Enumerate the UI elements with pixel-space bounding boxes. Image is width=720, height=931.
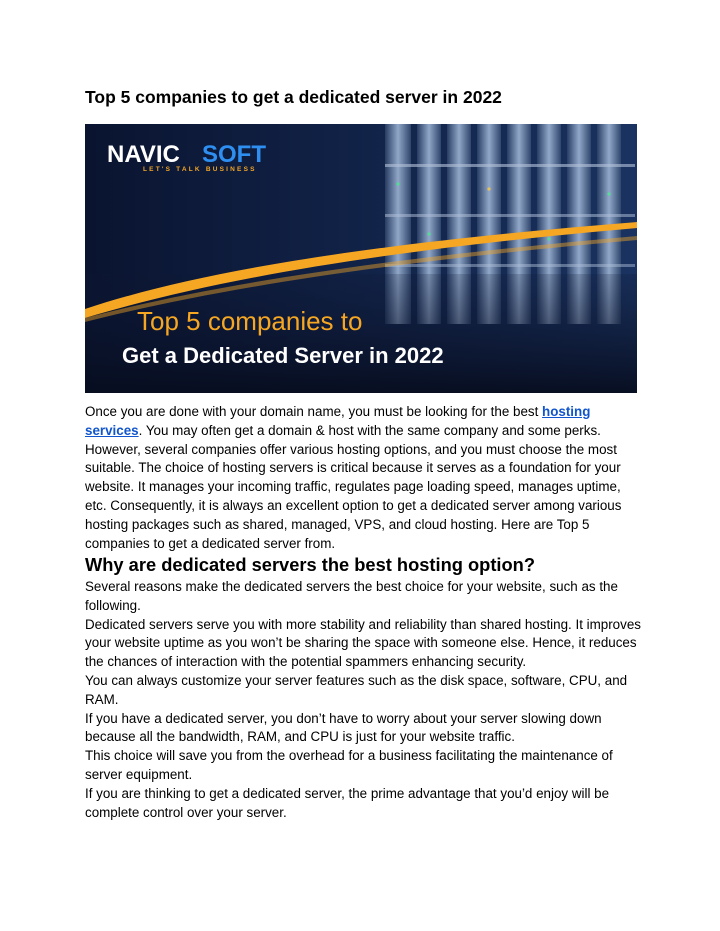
body-paragraph: Several reasons make the dedicated servers the best choice for your website, such as the following. (85, 579, 618, 613)
hero-banner-image (85, 124, 637, 393)
body-paragraph: This choice will save you from the overhead for a business facilitating the maintenance of server equipment. (85, 748, 613, 782)
logo-wordmark-part1: NAVIC (107, 141, 180, 168)
body-paragraph: If you are thinking to get a dedicated server, the prime advantage that you’d enjoy will be complete control over your server. (85, 785, 610, 820)
intro-text-after-link: . You may often get a domain & host with the same company and some perks. However, several companies offer various hosting options, and you must choose the most suitable. The choice of hosting servers is critical because it serves as a foundation for your website. It manages your incoming traffic, regulates page loading speed, manages uptime, etc. Consequently, it is always an excellent option to get a dedicated server among various hosting packages such as shared, managed, VPS, and cloud hosting. Here are Top 5 companies to get a dedicated server from. (85, 422, 622, 551)
hero-headline-line1: Top 5 companies to (137, 306, 363, 336)
logo-wordmark-part2: SOFT (202, 141, 266, 168)
hero-headline-line2: Get a Dedicated Server in 2022 (122, 343, 444, 368)
intro-text-before-link: Once you are done with your domain name, you must be looking for the best (85, 404, 543, 419)
hosting-services-link[interactable]: hosting services (85, 404, 591, 438)
section-body (85, 578, 645, 822)
body-paragraph: Dedicated servers serve you with more stability and reliability than shared hosting. It improves your website uptime as you won’t be sharing the space with someone else. Hence, it reduces the chances of interaction with the potential spammers enhancing security. (85, 616, 641, 670)
intro-paragraph (85, 403, 645, 553)
page-title: Top 5 companies to get a dedicated server in 2022 (85, 87, 502, 107)
body-paragraph: You can always customize your server features such as the disk space, software, CPU, and RAM. (85, 672, 628, 707)
body-paragraph: If you have a dedicated server, you don’t have to worry about your server slowing down because all the bandwidth, RAM, and CPU is just for your website traffic. (85, 710, 602, 745)
section-heading: Why are dedicated servers the best hosting option? (85, 554, 536, 575)
logo-tagline: LET'S TALK BUSINESS (143, 166, 257, 173)
